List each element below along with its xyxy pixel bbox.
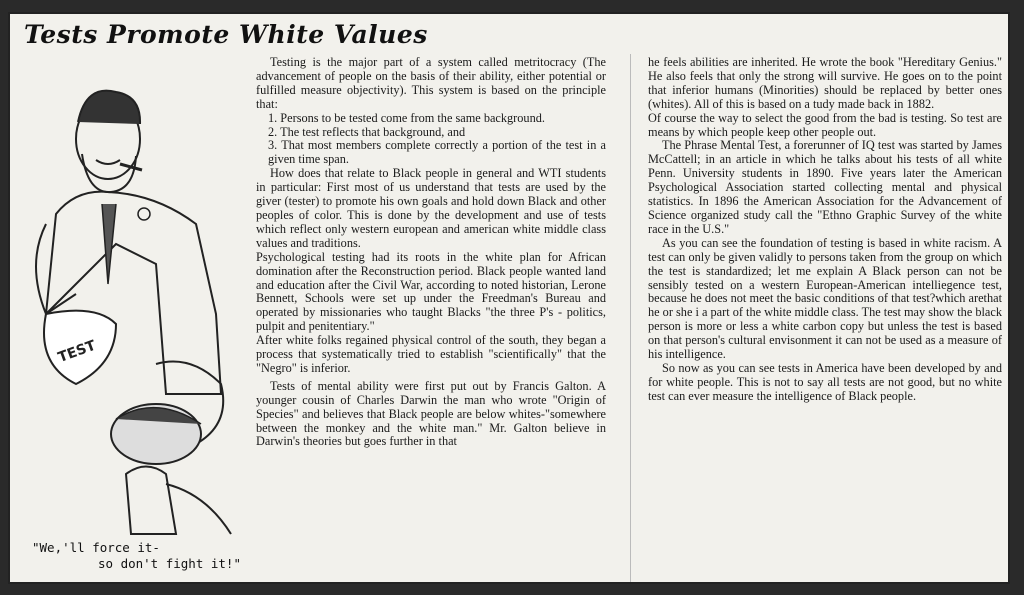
article-column-2: [648, 56, 1002, 404]
caption-line-1: "We,'ll force it-: [32, 540, 160, 555]
figure-arm: [36, 224, 76, 314]
paragraph: Of course the way to select the good from the bad is testing. So test are means by which people keep other people out.: [648, 110, 1002, 139]
headline: Tests Promote White Values: [24, 20, 428, 49]
paragraph: After white folks regained physical control of the south, they began a process that systematically tried to establish "scientifically" that the "Negro" is inferior.: [256, 333, 606, 375]
cartoon-illustration: [16, 64, 248, 544]
list-item: 3. That most members complete correctly a portion of the test in a given time span.: [268, 138, 606, 167]
list-item: 1. Persons to be tested come from the same background.: [268, 110, 545, 125]
paragraph: Testing is the major part of a system called metritocracy (The advancement of people on the basis of their ability, either potential or fulfilled measure objectivity). This system is based on the principle that:: [256, 55, 606, 111]
figure-hair: [78, 91, 140, 124]
caption-line-2: so don't fight it!": [98, 556, 241, 571]
paragraph: As you can see the foundation of testing is based in white racism. A test can only be given validly to persons taken from the group on which the test is standardized; let me explain A Black person can not be sensibly tested on a western European-American intelliegence test, because he does not meet the basic conditions of that test?which arethat he or she i a part of the white middle class. The test may show the black person is more or less a white carbon copy but unless the test is based on that person's cultural envisonment it can not be used as a measure of his intelligence.: [648, 235, 1002, 362]
paragraph: Psychological testing had its roots in the white plan for African domination after the Reconstruction period. Black people wanted land and education after the Civil War, according to noted historian, Lerone Bennett, Schools were set up under the Freedman's Bureau and operated by missionaries who taught Blacks "the three P's - politics, pulpit and penitentiary.": [256, 249, 606, 334]
list-item: 2. The test reflects that background, and: [268, 124, 466, 139]
paragraph: he feels abilities are inherited. He wrote the book "Hereditary Genius." He also feels that only the strong will survive. He goes on to the point that inferior humans (Minorities) should be replaced by better ones (whites). All of this is based on a tudy made back in 1882.: [648, 55, 1002, 111]
column-divider: [630, 54, 631, 582]
paragraph: How does that relate to Black people in general and WTI students in particular: First most of us understand that tests are used by the giver (tester) to promote his own goals and hold down Black and other peoples of color. This is done by the development and use of tests which reflect only western european and american white middle class values and traditions.: [256, 166, 606, 250]
paragraph: So now as you can see tests in America have been developed by and for white people. This is not to say all tests are not good, but no white test can ever measure the intelligence of Black people.: [648, 360, 1002, 403]
newspaper-clipping: [8, 12, 1010, 584]
paragraph: Tests of mental ability were first put out by Francis Galton. A younger cousin of Charles Darwin the man who wrote "Origin of Species" and believes that Black people are below whites-"somewhere between the monkey and the white man." Mr. Galton believe in Darwin's theories but goes further in that: [256, 378, 606, 449]
cartoon-caption: [32, 540, 241, 572]
figure-mouth: [96, 160, 120, 164]
paragraph: The Phrase Mental Test, a forerunner of IQ test was started by James McCattell; in an article in which he talks about his tests of all white Penn. University students in 1890. Five years later the American Psychological Association started collecting mental and physical statistics. In 1896 the American Association for the Advancement of Science organized study call the "Ethno Graphic Survey of the white race in the U.S.": [648, 138, 1002, 236]
article-column-1: [256, 56, 606, 449]
test-label: TEST: [56, 337, 98, 366]
raised-hand: [126, 467, 176, 535]
